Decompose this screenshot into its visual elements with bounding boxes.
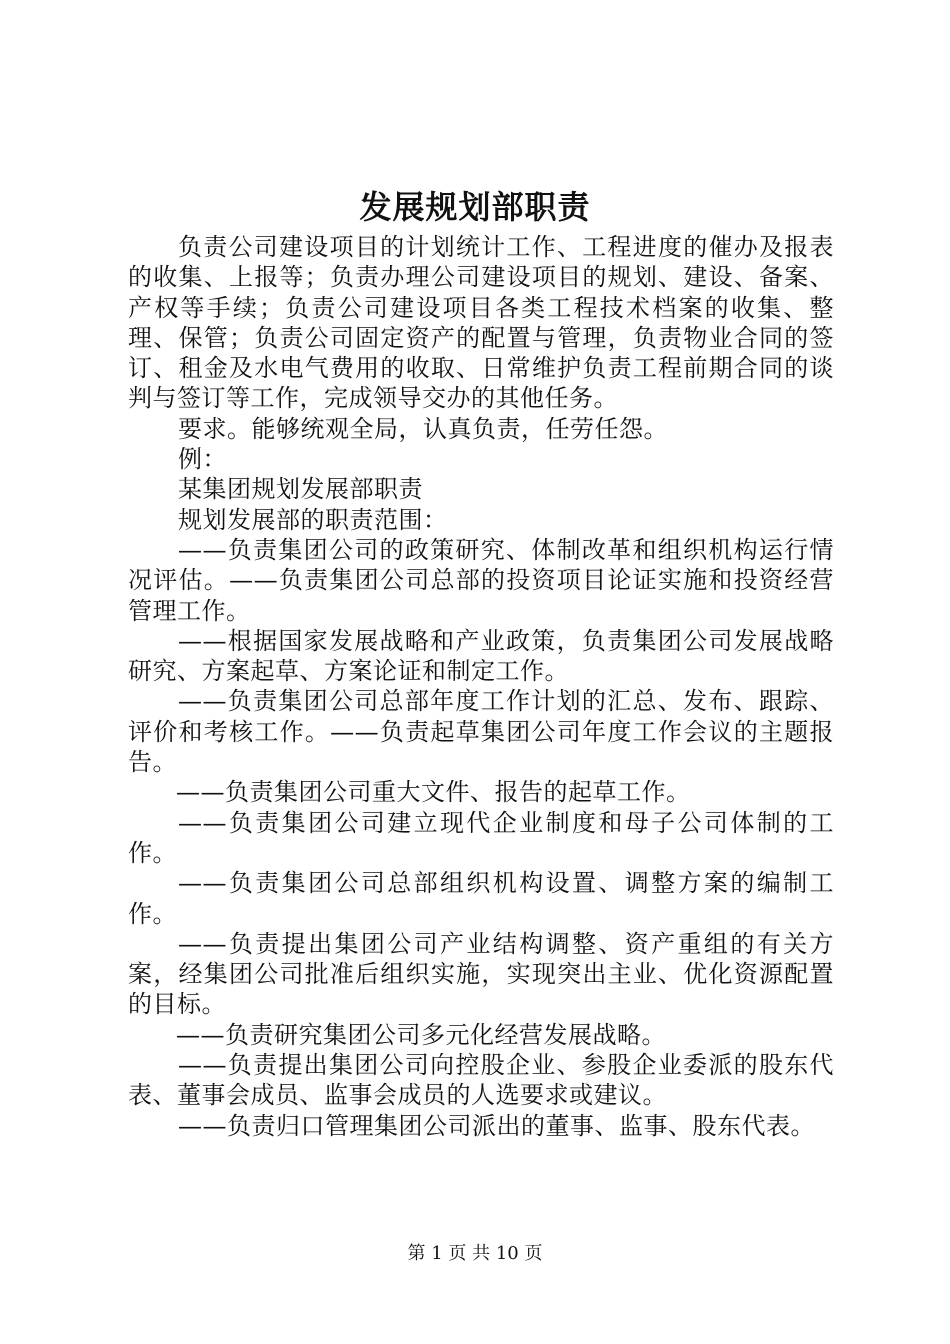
document-body <box>128 232 834 1141</box>
paragraph: ——根据国家发展战略和产业政策，负责集团公司发展战略研究、方案起草、方案论证和制定工作。 <box>128 626 834 686</box>
paragraph: ——负责集团公司总部组织机构设置、调整方案的编制工作。 <box>128 869 834 928</box>
paragraph: ——负责集团公司建立现代企业制度和母子公司体制的工作。 <box>128 808 834 867</box>
paragraph: ——负责归口管理集团公司派出的董事、监事、股东代表。 <box>178 1111 815 1140</box>
paragraph: 规划发展部的职责范围： <box>178 505 448 534</box>
paragraph: 要求。能够统观全局，认真负责，任劳任怨。 <box>178 414 668 443</box>
paragraph: ——负责集团公司重大文件、报告的起草工作。 <box>176 778 691 807</box>
paragraph: ——负责研究集团公司多元化经营发展战略。 <box>176 1020 666 1049</box>
paragraph: 某集团规划发展部职责 <box>178 475 423 504</box>
paragraph: 例： <box>178 445 227 474</box>
paragraph: 负责公司建设项目的计划统计工作、工程进度的催办及报表的收集、上报等；负责办理公司建设项目的规划、建设、备案、产权等手续；负责公司建设项目各类工程技术档案的收集、整理、保管；负责公司固定资产的配置与管理，负责物业合同的签订、租金及水电气费用的收取、日常维护负责工程前期合同的谈判与签订等工作，完成领导交办的其他任务。 <box>128 233 834 413</box>
paragraph: ——负责集团公司的政策研究、体制改革和组织机构运行情况评估。——负责集团公司总部的投资项目论证实施和投资经营管理工作。 <box>128 535 834 625</box>
paragraph: ——负责提出集团公司产业结构调整、资产重组的有关方案，经集团公司批准后组织实施，实现突出主业、优化资源配置的目标。 <box>128 929 834 1019</box>
paragraph: ——负责集团公司总部年度工作计划的汇总、发布、跟踪、评价和考核工作。——负责起草集团公司年度工作会议的主题报告。 <box>128 687 834 777</box>
page-indicator: 第 1 页 共 10 页 <box>407 1243 543 1264</box>
paragraph: ——负责提出集团公司向控股企业、参股企业委派的股东代表、董事会成员、监事会成员的人选要求或建议。 <box>128 1051 834 1110</box>
document-title: 发展规划部职责 <box>359 188 591 226</box>
